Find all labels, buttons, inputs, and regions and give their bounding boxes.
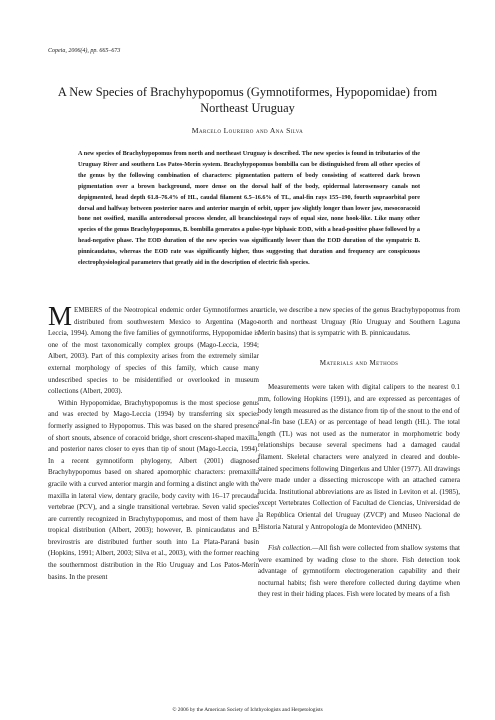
intro-paragraph-2: Within Hypopomidae, Brachyhypopomus is the most speciose genus and was erected by Mago-Leccia (1994) by transferring six species formerly assigned to Hypopomus. This was based on the shared presence of short snouts, absence of coracoid bridge, short crescent-shaped maxilla, and posterior nares closer to eyes than tip of snout (Mago-Leccia, 1994). In a recent gymnotiform phylogeny, Albert (2001) diagnosed Brachyhypopomus based on shared apomorphic characters: premaxilla gracile with a curved anterior margin and forming a distinct angle with the maxilla in lateral view, dentary gracile, body cavity with 16–17 precaudal vertebrae (PCV), and a single transitional vertebrae. Seven valid species are currently recognized in Brachyhypopomus, and most of them have a tropical distribution (Albert, 2003); however, B. pinnicaudatus and B. brevirostris are distributed further south into La Plata-Paraná basin (Hopkins, 1991; Albert, 2003; Silva et al., 2003), with the former reaching the southernmost distribution in the Río Uruguay and Los Patos-Merín basins. In the present <box>48 398 259 581</box>
methods-paragraph-1: Measurements were taken with digital calipers to the nearest 0.1 mm, following Hopkins (1991), and are expressed as percentages of body length measured as the distance from tip of the snout to the end of anal-fin base (LEA) or as percentage of head length (HL). The total length (TL) was not used as the numerator in morphometric body relationships because several specimens had a damaged caudal filament. Skeletal characters were analyzed in cleared and double-stained specimens following Dingerkus and Uhler (1977). All drawings were made under a dissecting microscope with an attached camera lucida. Institutional abbreviations are as listed in Leviton et al. (1985), except Vertebrates Collection of Facultad de Ciencias, Universidad de la República Oriental del Uruguay (ZVCP) and Museo Nacional de Historia Natural y Antropología de Montevideo (MNHN). <box>258 383 460 531</box>
methods-paragraph-2 <box>258 543 460 601</box>
journal-citation: Copeia, 2006(4), pp. 665–673 <box>48 48 121 54</box>
paper-title: A New Species of Brachyhypopomus (Gymnotiformes, Hypopomidae) from Northeast Uruguay <box>57 85 438 115</box>
intro-paragraph-3: article, we describe a new species of the genus Brachyhypopomus from north and northeast Uruguay (Río Uruguay and Southern Laguna Merín basins) that is sympatric with B. pinnicaudatus. <box>258 306 460 338</box>
fish-collection-lead: Fish collection.— <box>268 544 319 553</box>
copyright-footer: © 2006 by the American Society of Ichthyologists and Herpetologists <box>172 707 323 713</box>
right-column <box>258 305 460 601</box>
authors: Marcelo Loureiro and Ana Silva <box>191 126 304 135</box>
intro-paragraph-1: EMBERS of the Neotropical endemic order Gymnotiformes are distributed from southwestern Mexico to Argentina (Mago-Leccia, 1994). Among the five families of gymnotiforms, Hypopomidae is one of the most taxonomically complex groups (Mago-Leccia, 1994; Albert, 2003). Part of this complexity arises from the extremely similar external morphology of species of this family, which cause many undescribed species to be misidentified or overlooked in museum collections (Albert, 2003). <box>48 306 259 396</box>
drop-cap: M <box>48 301 73 331</box>
fish-collection-text: All fish were collected from shallow systems that were examined by wading close to the shore. Fish detection took advantage of gymnotiform electrogeneration capability and their nocturnal habits; fish were therefore collected during daytime when they rest in their hiding places. Fish were located by means of a fish <box>258 544 460 599</box>
abstract: A new species of Brachyhypopomus from north and northeast Uruguay is described. The new species is found in tributaries of the Uruguay River and southern Los Patos-Merín system. Brachyhypopomus bombilla can be distinguished from all other species of the genus by the following combination of characters: pigmentation pattern of body consisting of scattered dark brown pigmentation over a brown background, more dense on the dorsal half of the body, epidermal laterosensory canals not depigmented, head depth 61.8–76.4% of HL, caudal filament 6.5–16.6% of TL, anal-fin rays 155–190, fourth supraorbital pore dorsal and halfway between posterior nares and anterior margin of orbit, upper jaw slightly longer than lower jaw, mesocoracoid bone not ossified, maxilla anterodorsal process slender, all branchiostegal rays of equal size, none hook-like. Like many other species of the genus Brachyhypopomus, B. bombilla generates a pulse-type biphasic EOD, with a head-positive phase followed by a head-negative phase. The EOD duration of the new species was significantly lower than the EOD duration of the sympatric B. pinnicaudatus, whereas the EOD rate was significantly higher, thus suggesting that duration and frequency are conspicuous electrophysiological parameters that greatly aid in the description of electric fish species. <box>78 151 420 267</box>
section-heading-methods: Materials and Methods <box>319 358 399 367</box>
left-column <box>48 301 259 583</box>
